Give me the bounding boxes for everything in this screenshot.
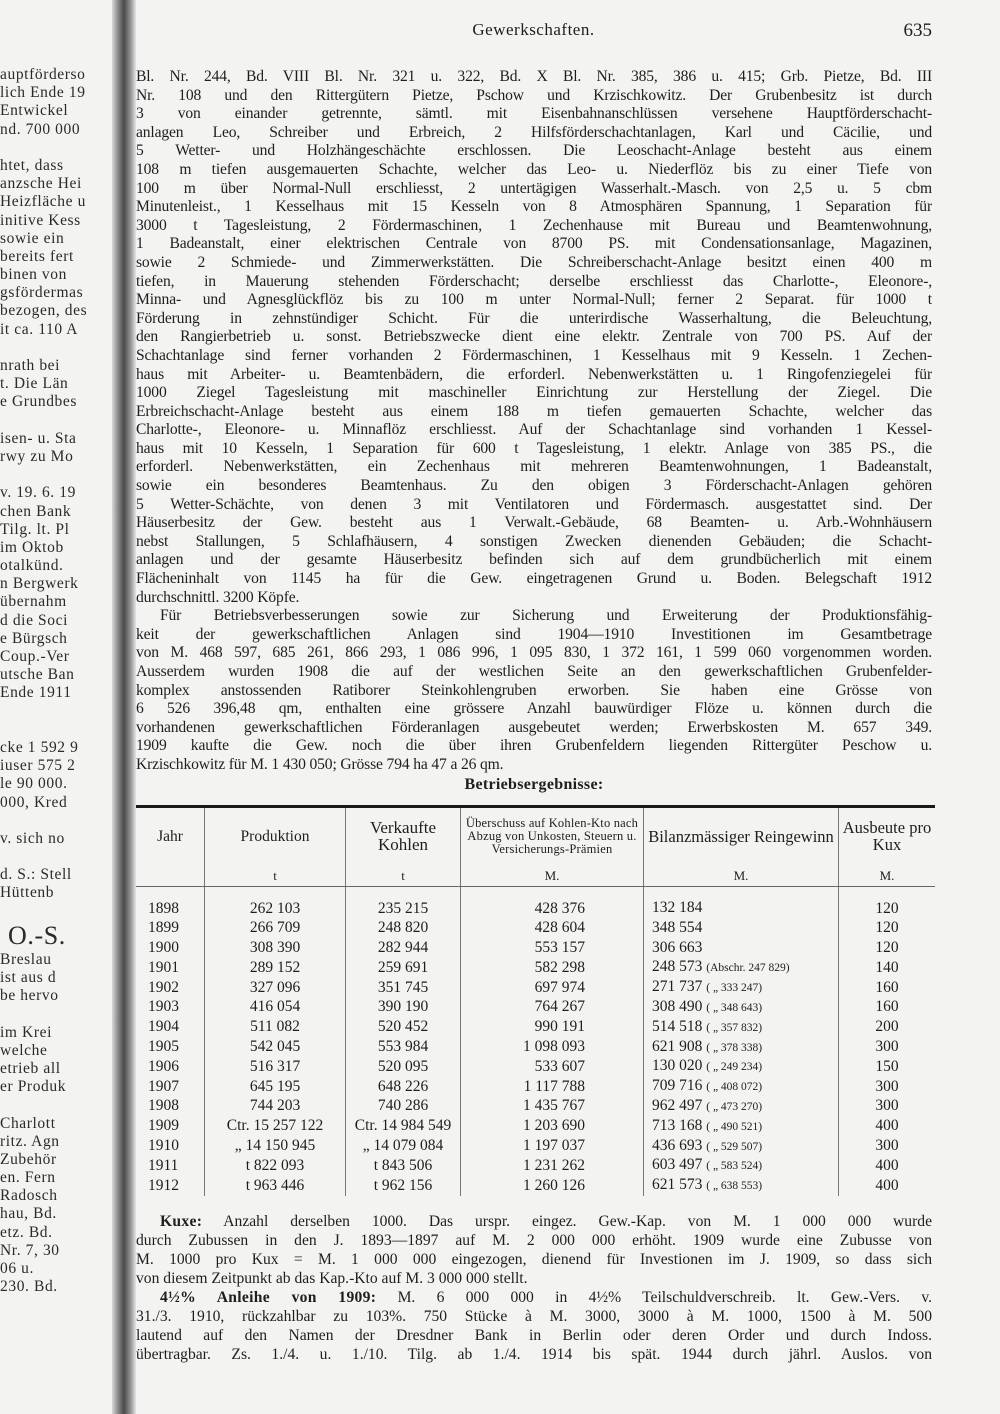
facing-page-line: it ca. 110 A [0,320,79,338]
table-cell: 140 [839,958,936,978]
facing-page-line: be hervo [0,987,59,1005]
facing-page-line: hau, Bd. [0,1205,57,1223]
table-cell: 648 226 [346,1077,461,1097]
table-cell [644,958,839,978]
text-line: tiefen, in Mauerung stehenden Förderschacht; derselbe erschliesst das Charlotte-, Eleonore-, [136,272,932,290]
text-line: Minna- und Agnesglückflöz bis zu 100 m unter Normal-Null; ferner 2 Separat. für 1000 t [136,291,932,309]
table-cell: 150 [839,1057,936,1077]
table-row [136,958,935,978]
facing-page-line: Coup.-Ver [0,648,70,665]
table-row [136,1038,935,1058]
depreciation-note: ( „ 357 832) [706,1021,763,1034]
text-line [136,1231,932,1250]
table-cell: „ 14 079 084 [346,1137,461,1157]
text-line: Minutenleist., 1 Kesselhaus mit 15 Kesseln von 8 Atmosphären Spannung, 1 Separation für [136,198,932,216]
net-profit-value: 348 554 [652,918,703,936]
table-cell: 390 190 [346,998,461,1018]
depreciation-note: ( „ 638 553) [706,1180,763,1193]
table-cell: 289 152 [205,958,346,978]
net-profit-value: 962 497 [652,1096,703,1114]
facing-page-line [0,466,116,484]
table-cell: 744 203 [205,1097,346,1117]
kuxe-label: Kuxe: [160,1213,203,1230]
unit: t [205,864,346,887]
facing-page-line: Zubehör [0,1150,57,1168]
facing-page-line: rwy zu Mo [0,447,74,465]
facing-page-line: nd. 700 000 [0,120,81,138]
table-cell: 533 607 [461,1057,644,1077]
table-cell: 697 974 [461,978,644,998]
net-profit-value: 308 490 [652,997,703,1015]
table-cell: Ctr. 15 257 122 [205,1117,346,1137]
facing-page-line: nrath bei [0,357,61,374]
text-line [136,1250,932,1269]
table-cell: 1 260 126 [461,1176,644,1196]
facing-page-line: isen- u. Sta [0,429,77,447]
facing-page-line: im Krei [0,1023,52,1041]
running-header [135,20,932,42]
net-profit-value: 603 497 [652,1156,703,1174]
facing-page-line: 000, Kred [0,793,68,811]
table-cell: 516 317 [205,1057,346,1077]
table-cell [644,1137,839,1157]
facing-page-line [0,848,116,866]
text-line: Für Betriebsverbesserungen sowie zur Sicherung und Erweiterung der Produktionsfähig- [160,607,932,625]
table-cell: 308 390 [205,939,346,959]
table-cell: 645 195 [205,1077,346,1097]
facing-page-line [0,703,116,721]
table-cell: 300 [839,1038,936,1058]
unit: M. [839,864,936,887]
facing-page-line: auptförderso [0,66,86,83]
text-line: 6 526 396,48 qm, enthalten eine grössere Anzahl bauwürdiger Flöze u. können durch die [136,700,932,718]
table-cell: 1 117 788 [461,1077,644,1097]
table-cell [644,1117,839,1137]
text-line: Förderung in zehnstündiger Schicht. Für die unterirdische Wasserhaltung, die Beleuchtung, [136,309,932,327]
facing-page-line: etz. Bd. [0,1223,53,1241]
facing-page-line [0,903,116,921]
col-header-sold-coal: Verkaufte Kohlen [346,808,461,864]
text-line: Charlotte-, Eleonore- u. Minnaflöz erschliesst. Auf der Schachtanlage sind vorhanden 1 Kessel- [136,421,932,439]
table-cell [644,1097,839,1117]
text-line: 3 von einander getrennte, sämtl. mit Eisenbahnanschlüssen versehene Hauptförderschacht- [136,105,932,123]
text-span: durch Zubussen in den J. 1893—1897 auf M. 2 000 000 erhöht. 1909 wurde eine Zubusse von [136,1232,932,1249]
table-row [136,1137,935,1157]
table-cell: 1907 [148,1077,179,1095]
depreciation-note: ( „ 473 270) [706,1100,763,1113]
facing-page-line: d die Soci [0,611,68,629]
net-profit-value: 514 518 [652,1017,703,1035]
facing-page-fragment [0,66,116,1296]
facing-page-line: Nr. 7, 30 [0,1241,60,1259]
table-cell: 1900 [148,939,179,957]
table-row [136,1077,935,1097]
table-cell: 262 103 [205,899,346,919]
table-cell: 990 191 [461,1018,644,1038]
table-cell [644,919,839,939]
table-row [136,1156,935,1176]
table-row [136,1117,935,1137]
facing-page-line: n Bergwerk [0,575,79,593]
net-profit-value: 621 573 [652,1176,703,1194]
table-cell: 1908 [148,1097,179,1115]
facing-page-line: chen Bank [0,502,72,520]
text-line: Flächeninhalt von 1145 ha für die Gew. eingetragenen Grund u. Boden. Belegschaft 1912 [136,570,932,588]
col-header-dividend: Ausbeute pro Kux [839,808,936,864]
facing-page-line: v. 19. 6. 19 [0,484,76,502]
depreciation-note: ( „ 249 234) [706,1061,763,1074]
facing-page-line: Tilg. lt. Pl [0,520,70,538]
text-span: übertragbar. Zs. 1./4. u. 1./10. Tilg. ab 1./4. 1914 bis spät. 1944 durch jährl. Auslos. von [136,1346,932,1363]
table-cell: 553 157 [461,939,644,959]
table-row [136,1057,935,1077]
text-line: sowie ein besonderes Beamtenhaus. Zu den obigen 3 Förderschacht-Anlagen gehören [136,477,932,495]
text-line [136,1307,932,1326]
book-gutter [112,0,136,1414]
unit [136,864,205,887]
table-cell: 1 098 093 [461,1038,644,1058]
facing-page-line: Radosch [0,1187,58,1205]
net-profit-value: 130 020 [652,1057,703,1075]
table-row [136,978,935,998]
table-cell: t 963 446 [205,1176,346,1196]
table-cell: 160 [839,978,936,998]
table-cell: 1898 [148,899,179,917]
section-heading: Betriebsergebnisse: [464,776,604,793]
facing-page-line: welche [0,1041,48,1059]
text-line [136,1212,932,1231]
text-line [136,1326,932,1345]
depreciation-note: ( „ 583 524) [706,1160,763,1173]
table-cell [644,939,839,959]
table-row [136,919,935,939]
table-cell: 1903 [148,998,179,1016]
table-cell: 553 984 [346,1038,461,1058]
facing-page-line: d. S.: Stell [0,866,72,884]
table-cell: 542 045 [205,1038,346,1058]
net-profit-value: 132 184 [652,899,703,916]
facing-page-line: 230. Bd. [0,1278,58,1296]
body-text [136,68,932,775]
net-profit-value: 306 663 [652,938,703,956]
facing-page-line: e Bürgsch [0,629,68,647]
text-line: vorhandenen gewerkschaftlichen Förderanlagen ausgebeutet werden; Erwerbskosten M. 657 349. [136,718,932,736]
table-cell: 1909 [148,1117,179,1135]
col-header-net-profit: Bilanzmässiger Reingewinn [644,808,839,864]
text-line: 108 m tiefen ausgemauerten Schachte, welcher das Leo- u. Niederflöz bis zu einer Tiefe von [136,160,932,178]
text-line: komplex anstossenden Ratiborer Steinkohlengruben erworben. Sie haben eine Grösse von [136,681,932,699]
table-cell: 1910 [148,1137,179,1155]
facing-page-line [0,721,116,739]
facing-page-line [0,812,116,830]
table-cell: Ctr. 14 984 549 [346,1117,461,1137]
facing-page-line: gsfördermas [0,284,84,302]
text-line: 1 Badeanstalt, einer elektrischen Centrale von 8700 PS. mit Condensationsanlage, Magazinen, [136,235,932,253]
text-line: den Rangierbetrieb u. sonst. Betriebszwecke dient eine elektr. Zentrale von 700 PS. Auf der [136,328,932,346]
table-cell: 300 [839,1097,936,1117]
unit: M. [461,864,644,887]
facing-page-line: er Produk [0,1078,67,1096]
table-cell: 1902 [148,978,179,996]
depreciation-note: ( „ 378 338) [706,1041,763,1054]
facing-page-line: en. Fern [0,1169,56,1187]
table-cell: 428 376 [461,899,644,919]
table-cell [644,1038,839,1058]
anleihe-label: 4½% Anleihe von 1909: [160,1289,377,1306]
table-row [136,1018,935,1038]
table-row [136,939,935,959]
net-profit-value: 713 168 [652,1116,703,1134]
page-number: 635 [903,20,932,41]
text-line: erforderl. Nebenwerkstätten, ein Zechenhaus mit mehreren Beamtenwohnungen, 1 Badeanstalt, [136,458,932,476]
table-cell: 1899 [148,919,179,937]
text-line: durchschnittl. 3200 Köpfe. [136,588,300,606]
results-table [136,805,935,1196]
facing-page-line: anzsche Hei [0,175,82,193]
facing-page-line: iuser 575 2 [0,757,76,775]
table-cell: 300 [839,1137,936,1157]
table-units-row [136,864,935,887]
depreciation-note: ( „ 333 247) [706,982,763,995]
table-cell [644,1156,839,1176]
table-cell: 120 [839,899,936,919]
text-line: 1000 Ziegel Tagesleistung mit maschineller Einrichtung zur Herstellung der Ziegel. Die [136,384,932,402]
text-line: Häuserbesitz der Gew. besteht aus 1 Verwalt.-Gebäude, 68 Beamten- u. Arb.-Wohnhäusern [136,514,932,532]
table-cell: 266 709 [205,919,346,939]
table-cell: 582 298 [461,958,644,978]
facing-page-line: bezogen, des [0,302,88,320]
facing-page-line [0,1005,116,1023]
table-cell: 416 054 [205,998,346,1018]
table-cell [644,1057,839,1077]
text-line: anlagen Leo, Schreiber und Erbreich, 2 Hilfsförderschachtanlagen, Karl und Cäcilie, und [136,123,932,141]
table-cell: 327 096 [205,978,346,998]
table-cell: 1905 [148,1038,179,1056]
facing-page-line: ist aus d [0,969,57,986]
table-cell: „ 14 150 945 [205,1137,346,1157]
text-line: haus mit Arbeiter- u. Beamtenbädern, die erforderl. Nebenwerkstätten u. 1 Ringofenziegelei für [136,365,932,383]
facing-page-line: sowie ein [0,229,65,247]
facing-page-line [0,1096,116,1114]
table-cell: 400 [839,1156,936,1176]
table-cell: 1 435 767 [461,1097,644,1117]
table-cell: t 843 506 [346,1156,461,1176]
col-header-surplus: Überschuss auf Kohlen-Kto nach Abzug von Unkosten, Steuern u. Versicherungs-Prämien [461,808,644,864]
table-cell: 520 095 [346,1057,461,1077]
table-row [136,1097,935,1117]
facing-page-line: binen von [0,266,67,284]
table-cell: 300 [839,1077,936,1097]
net-profit-value: 271 737 [652,978,703,996]
text-line: 100 m über Normal-Null erschliesst, 2 untertägigen Wasserhalt.-Masch. von 2,5 u. 5 cbm [136,179,932,197]
text-line: von M. 468 597, 685 261, 866 293, 1 086 996, 1 095 830, 1 372 161, 1 599 060 vorgenommen worden. [136,644,932,662]
facing-page-line: Heizfläche u [0,193,86,211]
text-line: Ausserdem wurden 1908 die auf der westlichen Seite an den gewerkschaftlichen Grubenfelder- [136,663,932,680]
table-cell [644,1176,839,1196]
text-line: haus mit 10 Kesseln, 1 Separation für 600 t Tagesleistung, 1 elektr. Anlage von 385 PS., die [136,439,932,457]
text-line [136,1288,932,1307]
text-span: Anzahl derselben 1000. Das urspr. eingez. Gew.-Kap. von M. 1 000 000 wurde [223,1213,932,1230]
table-cell: 1912 [148,1176,179,1194]
facing-page-line: Ende 1911 [0,684,72,702]
facing-page-line: Breslau [0,950,52,968]
facing-page-line [0,339,116,357]
depreciation-note: ( „ 490 521) [706,1120,763,1133]
facing-page-line: initive Kess [0,211,81,229]
text-line [136,1269,932,1288]
unit: t [346,864,461,887]
text-line: 3000 t Tagesleistung, 2 Fördermaschinen, 1 Zechenhause mit Bureau und Beamtenwohnung, [136,216,932,234]
table-cell: 282 944 [346,939,461,959]
text-span: M. 6 000 000 in 4½% Teilschuldverschreib. lt. Gew.-Vers. v. [397,1289,932,1306]
table-row [136,998,935,1018]
net-profit-value: 436 693 [652,1136,703,1154]
text-line: Nr. 108 und den Rittergütern Pietze, Pschow und Krzischkowitz. Der Grubenbesitz ist durch [136,86,932,104]
facing-page-line: 06 u. [0,1260,34,1277]
table-cell: 1 203 690 [461,1117,644,1137]
depreciation-note: ( „ 348 643) [706,1001,763,1014]
table-cell: 160 [839,998,936,1018]
text-line: Bl. Nr. 244, Bd. VIII Bl. Nr. 321 u. 322, Bd. X Bl. Nr. 385, 386 u. 415; Grb. Pietze, Bd. III [136,68,932,85]
table-cell: 1901 [148,958,179,976]
facing-page-line: otalkünd. [0,557,64,575]
facing-page-line: t. Die Län [0,375,69,393]
facing-page-line: übernahm [0,593,67,611]
table-cell: 1906 [148,1057,179,1075]
text-line: anlagen und der gesamte Häuserbesitz befinden sich auf dem grundbücherlich mit einem [136,551,932,569]
facing-page-line: O.-S. [8,920,66,950]
table-cell: 1 231 262 [461,1156,644,1176]
table-cell: 1904 [148,1018,179,1036]
text-span: lautend auf den Namen der Dresdner Bank in Berlin oder deren Order und durch Indoss. [136,1327,932,1344]
text-line: 5 Wetter-Schächte, von denen 3 mit Ventilatoren und Fördermasch. ausgestattet sind. Der [136,495,932,513]
text-line: keit der gewerkschaftlichen Anlagen sind 1904—1910 Investitionen im Gesamtbetrage [136,625,932,643]
text-line [136,1345,932,1364]
text-line: Krzischkowitz für M. 1 430 050; Grösse 794 ha 47 a 26 qm. [136,755,504,773]
unit: M. [644,864,839,887]
col-header-year: Jahr [157,827,183,845]
table-cell: 235 215 [346,899,461,919]
facing-page-line [0,412,116,430]
table-cell: 200 [839,1018,936,1038]
facing-page-line: e Grundbes [0,393,78,411]
facing-page-line: utsche Ban [0,666,75,684]
facing-page-line: lich Ende 19 [0,84,86,102]
table-cell: 259 691 [346,958,461,978]
text-line: Erbreichschacht-Anlage besteht aus einem 188 m tiefen gemauerten Schachte, welcher das [136,402,932,420]
facing-page-line: Entwickel [0,102,69,120]
table-cell [644,1018,839,1038]
text-span: M. 1000 pro Kux = M. 1 000 000 eingezogen, dienend für Investionen im J. 1909, so dass sich [136,1251,932,1268]
text-line: 1909 kaufte die Gew. noch die über ihren Grubenfeldern liegenden Rittergüter Peschow u. [136,737,932,755]
table-cell: 1911 [148,1156,179,1174]
net-profit-value: 621 908 [652,1037,703,1055]
facing-page-line: bereits fert [0,247,74,265]
table-row [136,899,935,919]
table-cell [644,998,839,1018]
facing-page-line: Charlott [0,1114,56,1132]
text-line: 5 Wetter- und Holzhängeschächte erschlossen. Die Leoschacht-Anlage besteht aus einem [136,142,932,160]
table-cell: t 822 093 [205,1156,346,1176]
facing-page-line: cke 1 592 9 [0,738,79,756]
facing-page-line: im Oktob [0,538,64,556]
table-header-row [136,808,935,864]
facing-page-line: etrieb all [0,1059,61,1077]
facing-page-line: v. sich no [0,829,65,847]
table-cell: 1 197 037 [461,1137,644,1157]
table-row [136,1176,935,1196]
facing-page-line [0,139,116,157]
facing-page-line: le 90 000. [0,775,68,793]
facing-page-line: htet, dass [0,156,64,174]
depreciation-note: (Abschr. 247 829) [706,962,790,975]
col-header-production: Produktion [205,808,346,864]
table-cell: t 962 156 [346,1176,461,1196]
table-cell [644,899,839,919]
net-profit-value: 248 573 [652,958,703,976]
text-span: 31./3. 1910, rückzahlbar zu 103%. 750 Stücke à M. 3000, 3000 à M. 1000, 1500 à M. 500 [136,1308,932,1325]
facing-page-line: Hüttenb [0,884,55,902]
text-line: Schachtanlage sind ferner vorhanden 2 Fördermaschinen, 1 Kesselhaus mit 9 Kesseln. 1 Zechen- [136,346,932,364]
text-line: sowie 2 Schmiede- und Zimmerwerkstätten. Die Schreiberschacht-Anlage besitzt einen 400 m [136,253,932,271]
depreciation-note: ( „ 408 072) [706,1081,763,1094]
table-cell [644,1077,839,1097]
table-cell: 120 [839,939,936,959]
text-span: von diesem Zeitpunkt ab das Kap.-Kto auf M. 3 000 000 stellt. [136,1270,528,1287]
table-cell: 520 452 [346,1018,461,1038]
table-cell: 428 604 [461,919,644,939]
facing-page-line: ritz. Agn [0,1132,60,1150]
depreciation-note: ( „ 529 507) [706,1140,763,1153]
table-cell: 248 820 [346,919,461,939]
table-cell: 764 267 [461,998,644,1018]
table-cell: 511 082 [205,1018,346,1038]
table-cell: 740 286 [346,1097,461,1117]
text-line: nebst Stallungen, 5 Schlafhäusern, 4 sonstigen Zwecken dienenden Gebäuden; die Schacht- [136,532,932,550]
table-cell [644,978,839,998]
table-cell: 400 [839,1117,936,1137]
table-cell: 400 [839,1176,936,1196]
table-cell: 120 [839,919,936,939]
table-cell: 351 745 [346,978,461,998]
net-profit-value: 709 716 [652,1077,703,1095]
page-title: Gewerkschaften. [472,20,595,39]
capital-notes [136,1212,932,1364]
